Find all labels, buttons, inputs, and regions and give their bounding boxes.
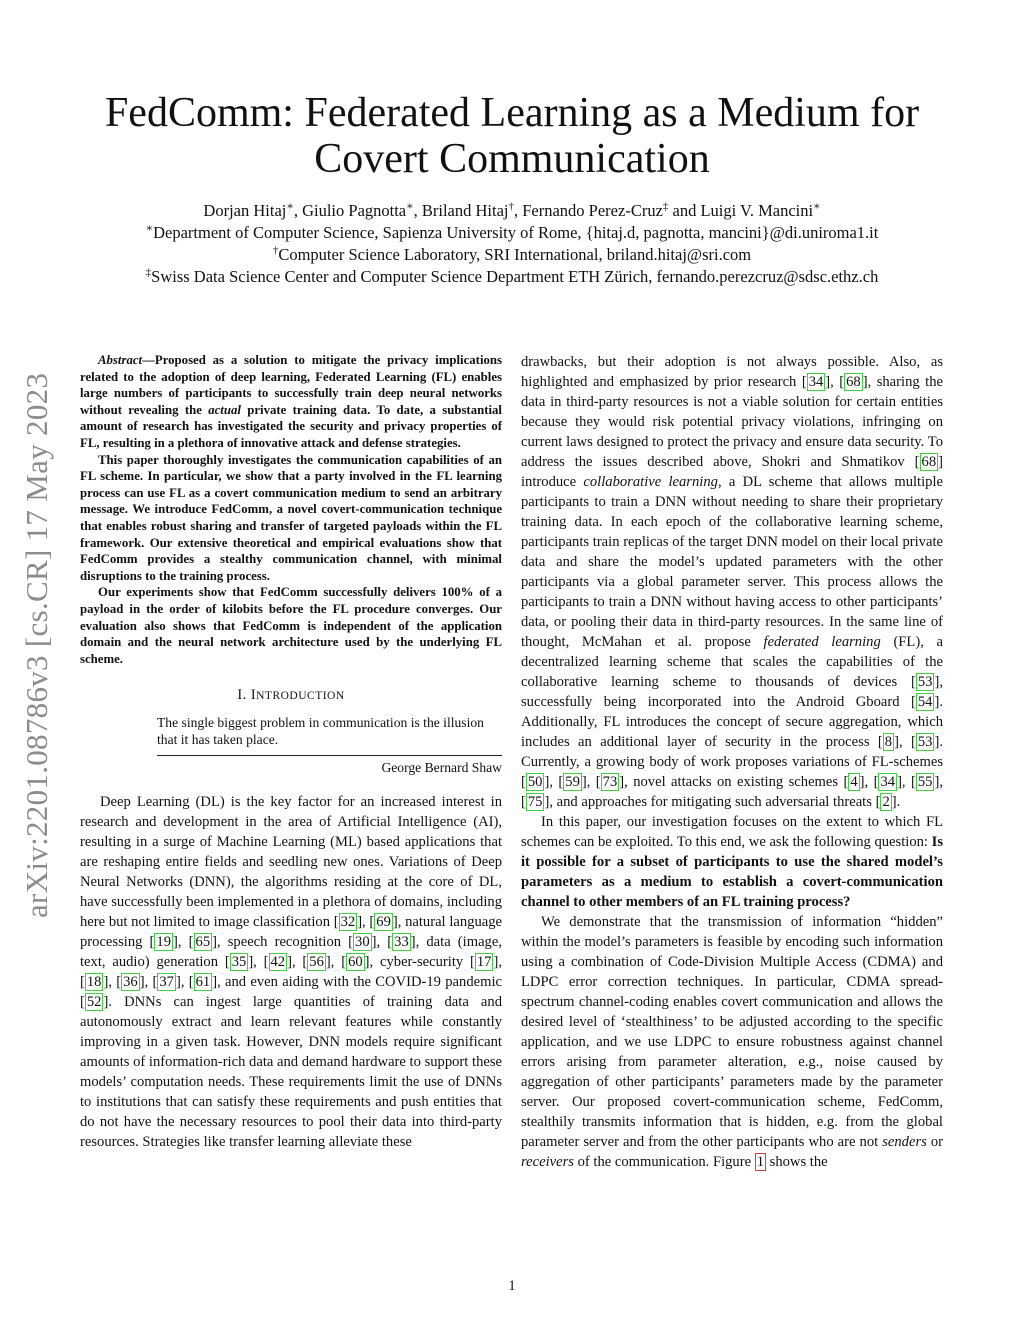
title-line-2: Covert Communication <box>314 136 710 182</box>
research-question: Is it possible for a subset of participants to use the shared model’s parameters as a medium to establish a covert-communication channel to other members of an FL training process? <box>521 834 943 910</box>
citation-link[interactable]: 65 <box>195 934 211 951</box>
abstract-paragraph-2: This paper thoroughly investigates the communication capabilities of an FL scheme. In particular, we show that a party involved in the FL learning process can use FL as a covert communication medium to send an arbitrary message. We introduce FedComm, a novel covert-communication technique that enables robust sharing and transfer of targeted payloads within the FL framework. Our extensive theoretical and empirical evaluations show that FedComm provides a stealthy communication channel, with minimal disruptions to the training process. <box>80 452 502 583</box>
title-line-1: FedComm: Federated Learning as a Medium for <box>104 90 920 136</box>
arxiv-identifier: arXiv:2201.08786v3 [cs.CR] 17 May 2023 <box>19 372 54 918</box>
paper-header <box>60 90 964 288</box>
citation-link[interactable]: 34 <box>880 774 896 790</box>
citation-link[interactable]: 32 <box>340 914 356 931</box>
citation-link[interactable]: 73 <box>602 774 618 790</box>
abstract-paragraph-3: Our experiments show that FedComm successfully delivers 100% of a payload in the order of kilobits before the FL procedure converges. Our evaluation also shows that FedComm is independent of the application domain and the neural network architecture used by the underlying FL scheme. <box>80 585 502 666</box>
intro-paragraph-continued: drawbacks, but their adoption is not always possible. Also, as highlighted and emphasized by prior research [ 34 ], [ 68 ], sharing the data in third-party resources is not a viable solution for certain entities because they would risk potential privacy violations, infringing on current laws designed to protect the privacy and ensure data security. To address the issues described above, Shokri and Shmatikov [ 68 ] introduce collaborative learning, a DL scheme that allows multiple participants to train a DNN without needing to share their proprietary training data. In each epoch of the collaborative learning scheme, participants train replicas of the target DNN model on their local private data and share the model’s updated parameters with the other participants via a global parameter server. This process allows the participants to train a DNN without having access to other participants’ data, or pooling their data in third-party resources. In the same line of thought, McMahan et al. propose federated learning (FL), a decentralized learning scheme that scales the capabilities of the collaborative learning scheme to thousands of devices [ 53 ], successfully being incorporated into the Android Gboard [ 54 ]. Additionally, FL introduces the concept of secure aggregation, which includes an additional layer of security in the process [ 8 ], [ 53 ]. Currently, a growing body of work proposes variations of FL-schemes [ 50 ], [ 59 ], [ 73 ], novel attacks on existing schemes [ 4 ], [ 34 ], [ 55 ], [ 75 ], and approaches for mitigating such adversarial threats [ 2 ]. <box>521 354 943 810</box>
citation-link[interactable]: 33 <box>394 934 409 951</box>
citation-link[interactable]: 42 <box>270 954 286 971</box>
author-name: Dorjan Hitaj <box>203 201 287 220</box>
citation-link[interactable]: 59 <box>565 774 580 790</box>
intro-paragraph-question: In this paper, our investigation focuses on the extent to which FL schemes can be exploited. To this end, we ask the following question: Is it possible for a subset of participants to use the shared model’s parameters as a medium to establish a covert-communication channel to other members of an FL training process? <box>521 814 943 910</box>
citation-link[interactable]: 30 <box>355 934 370 951</box>
citation-link[interactable]: 61 <box>195 974 211 991</box>
page-number: 1 <box>508 1278 516 1294</box>
citation-link[interactable]: 4 <box>850 774 858 790</box>
section-heading-introduction: I. INTRODUCTION <box>237 687 345 704</box>
author-list: Dorjan Hitaj∗, Giulio Pagnotta∗, Briland Hitaj†, Fernando Perez-Cruz‡ and Luigi V. Mancini∗ <box>203 200 821 220</box>
citation-link[interactable]: 50 <box>527 774 543 790</box>
citation-link[interactable]: 54 <box>917 694 933 710</box>
epigraph-rule <box>157 755 502 756</box>
left-column <box>80 352 502 1152</box>
affiliation-sapienza: ∗Department of Computer Science, Sapienza University of Rome, {hitaj.d, pagnotta, mancini}@di.uniroma1.it <box>145 222 879 242</box>
citation-link[interactable]: 36 <box>123 974 138 991</box>
epigraph-author: George Bernard Shaw <box>381 760 502 776</box>
figure-reference-link[interactable]: 1 <box>756 1154 765 1170</box>
author-name: Briland Hitaj <box>421 201 509 220</box>
citation-link[interactable]: 37 <box>159 974 174 991</box>
citation-link[interactable]: 56 <box>309 954 324 971</box>
citation-link[interactable]: 53 <box>917 734 933 750</box>
abstract <box>80 352 502 667</box>
affiliation-eth: ‡Swiss Data Science Center and Computer Science Department ETH Zürich, fernando.perezcruz@sdsc.ethz.ch <box>145 266 879 286</box>
citation-link[interactable]: 55 <box>917 774 933 790</box>
citation-link[interactable]: 19 <box>156 934 172 951</box>
citation-link[interactable]: 52 <box>86 994 102 1011</box>
citation-link[interactable]: 69 <box>376 914 391 931</box>
citation-link[interactable]: 34 <box>808 374 824 390</box>
intro-paragraph-approach: We demonstrate that the transmission of information “hidden” within the model’s parameters is feasible by encoding such information using a combination of Code-Division Multiple Access (CDMA) and LDPC error correction techniques. In particular, CDMA spread-spectrum channel-coding enables covert communication and allows the desired level of ‘stealthiness’ to be adjusted according to the specific application, and we use LDPC to ensure robustness against channel errors arising from parameter alteration, e.g., noise caused by aggregation of other participants’ parameters made by the parameter server. Our proposed covert-communication scheme, FedComm, stealthily transmits information that is hidden, e.g. from the global parameter server and from the other participants who are not senders or receivers of the communication. Figure 1 shows the <box>521 914 943 1170</box>
author-name: Giulio Pagnotta <box>302 201 407 220</box>
citation-link[interactable]: 35 <box>231 954 247 971</box>
citation-link[interactable]: 75 <box>527 794 543 810</box>
epigraph-quote: The single biggest problem in communication is the illusion that it has taken place. <box>157 715 484 748</box>
citation-link[interactable]: 8 <box>884 734 893 750</box>
author-name: Fernando Perez-Cruz <box>522 201 663 220</box>
affiliation-sri: †Computer Science Laboratory, SRI International, briland.hitaj@sri.com <box>272 244 752 264</box>
author-name: Luigi V. Mancini <box>700 201 814 220</box>
citation-link[interactable]: 2 <box>882 794 890 810</box>
citation-link[interactable]: 53 <box>917 674 933 690</box>
paper-title <box>60 90 964 182</box>
abstract-paragraph-1: Abstract—Proposed as a solution to mitigate the privacy implications related to the adoption of deep learning, Federated Learning (FL) enables large numbers of participants to successfully train deep neural networks without revealing the actual private training data. To date, a substantial amount of research has investigated the security and privacy properties of FL, resulting in a plethora of innovative attack and defense strategies. <box>80 353 502 450</box>
citation-link[interactable]: 17 <box>476 954 492 971</box>
citation-link[interactable]: 60 <box>348 954 363 971</box>
citation-link[interactable]: 68 <box>921 454 937 470</box>
citation-link[interactable]: 68 <box>846 374 861 390</box>
abstract-label: Abstract <box>98 353 143 367</box>
intro-paragraph-1: Deep Learning (DL) is the key factor for an increased interest in research and development in the area of Artificial Intelligence (AI), resulting in a surge of Machine Learning (ML) based applications that are reshaping entire fields and seedling new ones. Variations of Deep Neural Networks (DNN), the algorithms residing at the core of DL, have successfully been implemented in a plethora of domains, including here but not limited to image classification [ 32 ], [ 69 ], natural language processing [ 19 ], [ 65 ], speech recognition [ 30 ], [ 33 ], data (image, text, audio) generation [ 35 ], [ 42 ], [ 56 ], [ 60 ], cyber-security [ 17 ], [ 18 ], [ 36 ], [ 37 ], [ 61 ], and even aiding with the COVID-19 pandemic [ 52 ]. DNNs can ingest large quantities of training data and autonomously extract and learn relevant features while constantly improving in a given task. However, DNN models require significant amounts of information-rich data and demand hardware to support these models’ computation needs. These requirements limit the use of DNNs to institutions that can satisfy these requirements and push entities that do not have the necessary resources to pool their data into third-party resources. Strategies like transfer learning alleviate these <box>80 794 502 1151</box>
citation-link[interactable]: 18 <box>86 974 102 991</box>
right-column <box>521 352 943 1172</box>
